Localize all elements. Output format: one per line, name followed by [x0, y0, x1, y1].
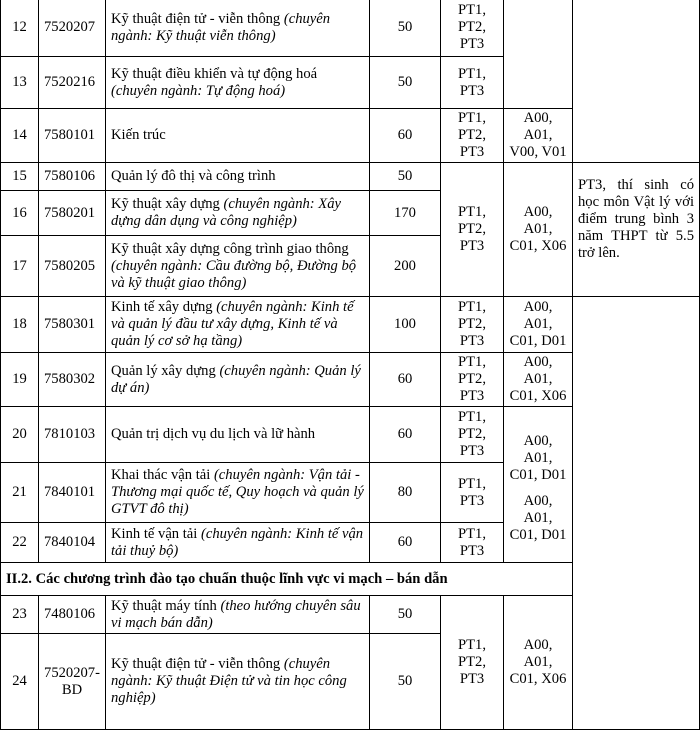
quota: 60 [370, 109, 441, 163]
admission-methods: PT1, PT2, PT3 [441, 109, 504, 163]
subject-combos: A00, A01, V00, V01 [504, 109, 573, 163]
quota: 50 [370, 596, 441, 634]
major-name: Khai thác vận tải (chuyên ngành: Vận tải - Thương mại quốc tế, Quy hoạch và quản lý GTVT đô thị) [106, 463, 370, 523]
row-number: 24 [1, 634, 39, 730]
major-name: Quản trị dịch vụ du lịch và lữ hành [106, 407, 370, 463]
major-name: Kỹ thuật điều khiển và tự động hoá (chuyên ngành: Tự động hoá) [106, 57, 370, 109]
major-name: Kỹ thuật điện tử - viễn thông (chuyên ngành: Kỹ thuật Điện tử và tin học công nghiệp) [106, 634, 370, 730]
quota: 80 [370, 463, 441, 523]
row-number: 16 [1, 191, 39, 236]
major-code: 7580302 [39, 353, 106, 407]
major-code: 7580201 [39, 191, 106, 236]
major-name: Kỹ thuật xây dựng (chuyên ngành: Xây dựng dân dụng và công nghiệp) [106, 191, 370, 236]
quota: 200 [370, 236, 441, 297]
row-number: 12 [1, 0, 39, 57]
admission-methods: PT1, PT3 [441, 523, 504, 563]
row-number: 22 [1, 523, 39, 563]
admission-methods: PT1, PT2, PT3 [441, 0, 504, 57]
major-code: 7520207 [39, 0, 106, 57]
major-code: 7480106 [39, 596, 106, 634]
major-code: 7580205 [39, 236, 106, 297]
section-title: II.2. Các chương trình đào tạo chuẩn thuộc lĩnh vực vi mạch – bán dẫn [1, 563, 700, 596]
subject-combos: A00, A01, C01, X06 [504, 596, 573, 730]
table-row [1, 0, 700, 57]
combos-a: A00, A01, C01, D01 [509, 433, 567, 483]
row-number: 19 [1, 353, 39, 407]
major-name: Kỹ thuật điện tử - viễn thông (chuyên ngành: Kỹ thuật viễn thông) [106, 0, 370, 57]
quota: 60 [370, 353, 441, 407]
row-number: 13 [1, 57, 39, 109]
admission-methods: PT1, PT2, PT3 [441, 297, 504, 353]
admission-methods: PT1, PT2, PT3 [441, 353, 504, 407]
note-physics: PT3, thí sinh có học môn Vật lý với điểm trung bình 3 năm THPT từ 5.5 trở lên. [573, 163, 700, 297]
subject-combos: A00, A01, C01, X06 [504, 163, 573, 297]
row-number: 15 [1, 163, 39, 191]
major-code: 7580301 [39, 297, 106, 353]
note-empty [573, 0, 700, 163]
major-code: 7520207-BD [39, 634, 106, 730]
table-row [1, 163, 700, 191]
major-name: Quản lý xây dựng (chuyên ngành: Quản lý dự án) [106, 353, 370, 407]
major-name: Kinh tế xây dựng (chuyên ngành: Kinh tế và quản lý đầu tư xây dựng, Kinh tế và quản lý cơ sở hạ tầng) [106, 297, 370, 353]
section-row [1, 563, 700, 596]
major-code: 7810103 [39, 407, 106, 463]
subject-combos [504, 407, 573, 563]
quota: 50 [370, 0, 441, 57]
admission-methods: PT1, PT2, PT3 [441, 407, 504, 463]
row-number: 23 [1, 596, 39, 634]
major-code: 7520216 [39, 57, 106, 109]
admission-methods: PT1, PT2, PT3 [441, 163, 504, 297]
subject-combos: A00, A01, C01, D01 [504, 297, 573, 353]
quota: 60 [370, 407, 441, 463]
combos-b: A00, A01, C01, D01 [509, 493, 567, 543]
row-number: 14 [1, 109, 39, 163]
row-number: 17 [1, 236, 39, 297]
subject-combos-empty [504, 0, 573, 109]
major-code: 7840104 [39, 523, 106, 563]
row-number: 18 [1, 297, 39, 353]
admission-methods: PT1, PT3 [441, 57, 504, 109]
major-name: Quản lý đô thị và công trình [106, 163, 370, 191]
quota: 50 [370, 634, 441, 730]
quota: 50 [370, 57, 441, 109]
major-name: Kiến trúc [106, 109, 370, 163]
major-name: Kinh tế vận tải (chuyên ngành: Kinh tế vận tải thuỷ bộ) [106, 523, 370, 563]
admission-methods: PT1, PT3 [441, 463, 504, 523]
admission-methods: PT1, PT2, PT3 [441, 596, 504, 730]
row-number: 21 [1, 463, 39, 523]
major-code: 7840101 [39, 463, 106, 523]
quota: 50 [370, 163, 441, 191]
subject-combos: A00, A01, C01, X06 [504, 353, 573, 407]
row-number: 20 [1, 407, 39, 463]
quota: 100 [370, 297, 441, 353]
major-code: 7580101 [39, 109, 106, 163]
major-name: Kỹ thuật máy tính (theo hướng chuyên sâu vi mạch bán dẫn) [106, 596, 370, 634]
table-row [1, 297, 700, 353]
note-empty [573, 297, 700, 730]
major-code: 7580106 [39, 163, 106, 191]
quota: 170 [370, 191, 441, 236]
quota: 60 [370, 523, 441, 563]
major-name: Kỹ thuật xây dựng công trình giao thông (chuyên ngành: Cầu đường bộ, Đường bộ và kỹ thuật giao thông) [106, 236, 370, 297]
